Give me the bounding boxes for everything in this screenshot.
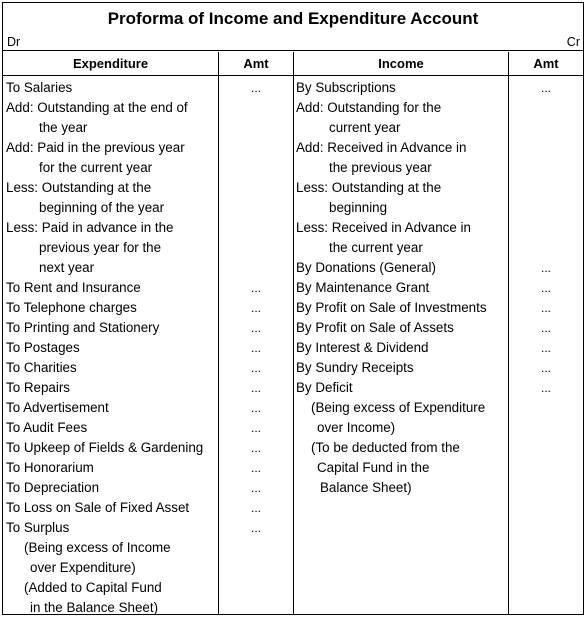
income-item: Add: Received in Advance in	[296, 140, 467, 155]
income-column	[296, 78, 506, 498]
expenditure-amount	[219, 158, 293, 178]
expenditure-item: the year	[39, 120, 88, 135]
expenditure-item: previous year for the	[39, 240, 162, 255]
income-amount	[509, 138, 583, 158]
income-amount: ...	[540, 381, 551, 395]
expenditure-item: To Charities	[6, 360, 77, 375]
income-item: current year	[329, 120, 401, 135]
expenditure-item: To Salaries	[6, 80, 73, 95]
expenditure-amount	[219, 138, 293, 158]
income-amount	[509, 478, 583, 498]
expenditure-amount	[219, 558, 293, 578]
expenditure-amount	[219, 238, 293, 258]
page-title: Proforma of Income and Expenditure Account	[107, 9, 479, 28]
income-amount	[509, 218, 583, 238]
income-item: the previous year	[329, 160, 432, 175]
expenditure-item: To Advertisement	[6, 400, 109, 415]
expenditure-amount: ...	[250, 481, 261, 495]
expenditure-header: Expenditure	[72, 56, 149, 71]
income-item: Add: Outstanding for the	[296, 100, 442, 115]
expenditure-amount	[219, 98, 293, 118]
income-item: By Maintenance Grant	[296, 280, 430, 295]
expenditure-item: To Printing and Stationery	[6, 320, 160, 335]
expenditure-amount	[219, 218, 293, 238]
income-item: By Donations (General)	[296, 260, 436, 275]
expenditure-amount: ...	[250, 321, 261, 335]
expenditure-amount: ...	[250, 361, 261, 375]
expenditure-item: To Depreciation	[6, 480, 100, 495]
income-amount: ...	[540, 321, 551, 335]
expenditure-amount: ...	[250, 281, 261, 295]
expenditure-item: To Telephone charges	[6, 300, 137, 315]
expenditure-item: over Expenditure)	[30, 560, 136, 575]
expenditure-amount: ...	[250, 341, 261, 355]
expenditure-amount: ...	[250, 301, 261, 315]
income-amount-column	[509, 78, 583, 498]
income-item: Capital Fund in the	[317, 460, 430, 475]
income-amount: ...	[540, 281, 551, 295]
expenditure-amount	[219, 118, 293, 138]
amt-header-right: Amt	[533, 56, 559, 71]
income-amount: ...	[540, 81, 551, 95]
income-amount: ...	[540, 361, 551, 375]
income-item: (Being excess of Expenditure	[311, 400, 486, 415]
expenditure-item: To Postages	[6, 340, 80, 355]
income-amount	[509, 438, 583, 458]
expenditure-amount	[219, 178, 293, 198]
income-amount: ...	[540, 261, 551, 275]
cr-label: Cr	[566, 35, 580, 49]
income-amount	[509, 118, 583, 138]
expenditure-amount: ...	[250, 441, 261, 455]
income-amount	[509, 158, 583, 178]
income-item: beginning	[329, 200, 388, 215]
expenditure-amount	[219, 598, 293, 618]
income-item: Less: Received in Advance in	[296, 220, 471, 235]
expenditure-amount-column	[219, 78, 293, 618]
column-divider	[293, 52, 294, 614]
income-item: By Sundry Receipts	[296, 360, 414, 375]
income-item: By Profit on Sale of Investments	[296, 300, 487, 315]
expenditure-amount	[219, 198, 293, 218]
expenditure-item: Less: Outstanding at the	[6, 180, 152, 195]
expenditure-item: To Honorarium	[6, 460, 94, 475]
expenditure-item: (Added to Capital Fund	[24, 580, 162, 595]
expenditure-amount: ...	[250, 401, 261, 415]
expenditure-amount: ...	[250, 461, 261, 475]
expenditure-item: Less: Paid in advance in the	[6, 220, 174, 235]
income-amount	[509, 418, 583, 438]
expenditure-item: Add: Outstanding at the end of	[6, 100, 188, 115]
dr-label: Dr	[7, 35, 21, 49]
expenditure-amount: ...	[250, 521, 261, 535]
income-item: the current year	[329, 240, 423, 255]
expenditure-item: (Being excess of Income	[24, 540, 171, 555]
expenditure-item: To Surplus	[6, 520, 70, 535]
income-item: By Profit on Sale of Assets	[296, 320, 454, 335]
expenditure-column	[6, 78, 216, 618]
income-amount	[509, 178, 583, 198]
expenditure-amount: ...	[250, 421, 261, 435]
expenditure-item: To Rent and Insurance	[6, 280, 141, 295]
expenditure-item: To Upkeep of Fields & Gardening	[6, 440, 204, 455]
amt-header-left: Amt	[243, 56, 269, 71]
expenditure-amount: ...	[250, 501, 261, 515]
income-header: Income	[378, 56, 424, 71]
income-item: (To be deducted from the	[311, 440, 460, 455]
expenditure-amount: ...	[250, 81, 261, 95]
expenditure-item: Add: Paid in the previous year	[6, 140, 185, 155]
income-item: By Interest & Dividend	[296, 340, 429, 355]
income-amount	[509, 98, 583, 118]
account-table	[2, 2, 584, 615]
expenditure-item: To Audit Fees	[6, 420, 88, 435]
expenditure-amount: ...	[250, 381, 261, 395]
header-top-rule	[3, 50, 583, 51]
expenditure-amount	[219, 538, 293, 558]
expenditure-item: next year	[39, 260, 95, 275]
expenditure-amount	[219, 258, 293, 278]
income-item: Balance Sheet)	[320, 480, 412, 495]
income-amount: ...	[540, 301, 551, 315]
expenditure-item: To Repairs	[6, 380, 71, 395]
income-amount	[509, 398, 583, 418]
income-item: over Income)	[317, 420, 396, 435]
expenditure-amount	[219, 578, 293, 598]
income-item: By Subscriptions	[296, 80, 396, 95]
income-amount	[509, 458, 583, 478]
expenditure-item: for the current year	[39, 160, 153, 175]
income-amount: ...	[540, 341, 551, 355]
income-item: By Deficit	[296, 380, 353, 395]
expenditure-item: beginning of the year	[39, 200, 165, 215]
expenditure-item: in the Balance Sheet)	[30, 600, 159, 615]
income-item: Less: Outstanding at the	[296, 180, 442, 195]
expenditure-item: To Loss on Sale of Fixed Asset	[6, 500, 190, 515]
income-amount	[509, 238, 583, 258]
income-amount	[509, 198, 583, 218]
